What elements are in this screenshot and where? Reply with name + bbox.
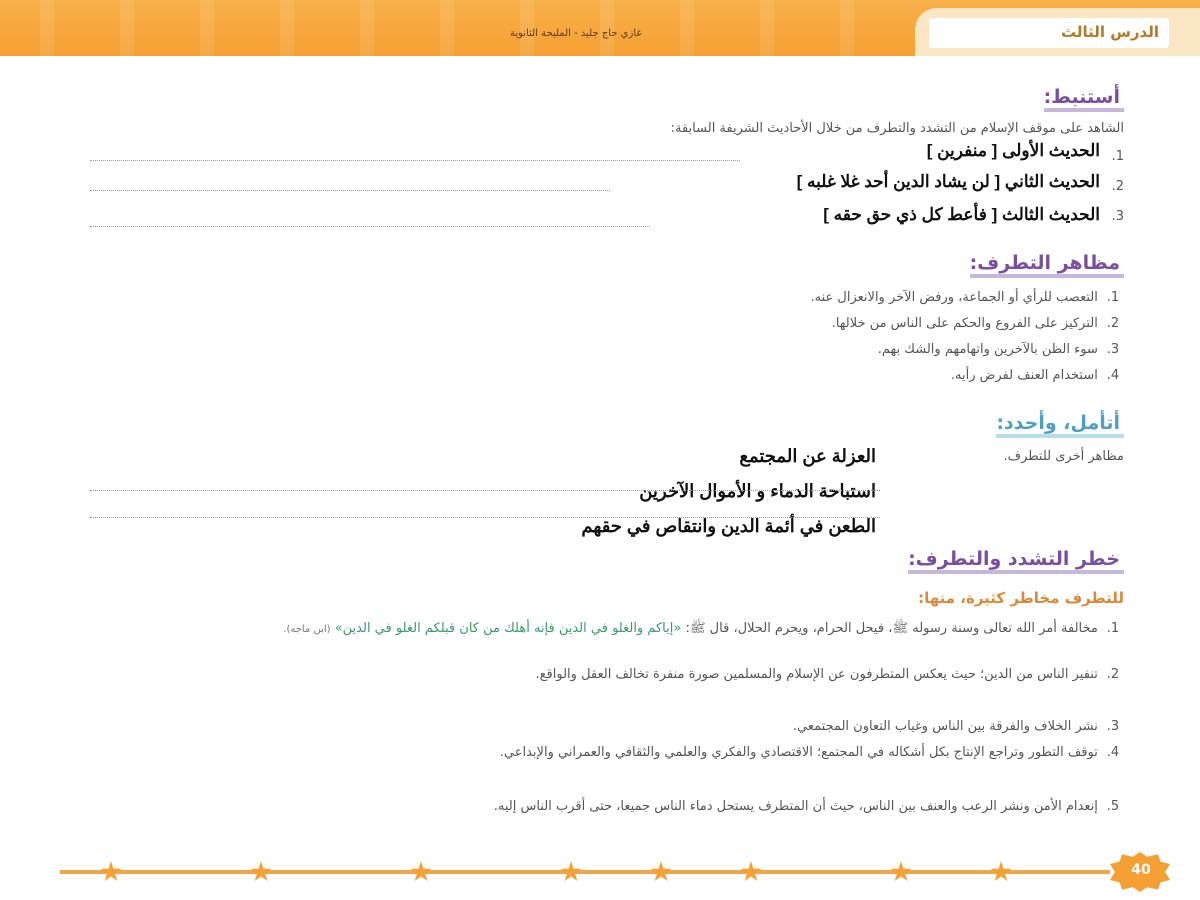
list-item: 5. إنعدام الأمن ونشر الرعب والعنف بين الناس، حيث أن المتطرف يستحل دماء الناس جميعا، حتى أقرب الناس إليه. [493, 799, 1120, 814]
reflect-answer-2: استباحة الدماء و الأموال الآخرين [639, 481, 876, 501]
reflect-answer-3: الطعن في أئمة الدين وانتقاص في حقهم [581, 516, 876, 536]
list-item: 2. تنفير الناس من الدين؛ حيث يعكس المتطرفون عن الإسلام والمسلمين صورة منفرة تخالف العقل والواقع. [535, 667, 1120, 682]
list-item: 4. استخدام العنف لفرض رأيه. [950, 368, 1120, 383]
list-item: 4. توقف التطور وتراجع الإنتاج بكل أشكاله في المجتمع؛ الاقتصادي والفكري والعلمي والثقافي والعمراني والإبداعي. [499, 745, 1120, 760]
section-title-dangers: خطر التشدد والتطرف: [908, 548, 1124, 570]
header-band [0, 0, 1200, 56]
reflect-prompt: مظاهر أخرى للتطرف. [1003, 449, 1124, 464]
book-title: غازي حاج جليد - المليحة الثانوية [510, 28, 642, 39]
dotted-line [90, 160, 740, 161]
dotted-line [90, 190, 610, 191]
deduce-instruction: الشاهد على موقف الإسلام من التشدد والتطرف من خلال الأحاديث الشريفة السابقة: [670, 121, 1124, 136]
answer-hadith-1: الحديث الأولى [ منفرين ] [926, 141, 1100, 160]
page-number: 40 [1131, 862, 1151, 878]
lesson-title: الدرس الثالث [1060, 23, 1159, 41]
reflect-answer-1: العزلة عن المجتمع [739, 446, 876, 466]
list-item: 3. نشر الخلاف والفرقة بين الناس وغياب التعاون المجتمعي. [792, 719, 1120, 734]
hadith-quote: «إياكم والغلو في الدين فإنه أهلك من كان قبلكم الغلو في الدين» [334, 621, 682, 636]
answer-hadith-3: الحديث الثالث [ فأعط كل ذي حق حقه ] [823, 205, 1100, 224]
section-title-reflect: أتأمل، وأحدد: [996, 412, 1124, 434]
section-title-manifestations: مظاهر التطرف: [970, 252, 1124, 274]
dotted-line [90, 490, 880, 491]
dotted-line [90, 226, 650, 227]
answer-number: 3. [1111, 209, 1124, 224]
list-item: 1. مخالفة أمر الله تعالى وسنة رسوله ﷺ، فيحل الحرام، ويحرم الحلال، قال ﷺ: «إياكم والغلو في الدين فإنه أهلك من كان قبلكم الغلو في الدين» (ابن ماجه). [283, 621, 1120, 636]
list-item: 1. التعصب للرأي أو الجماعة، ورفض الآخر والانعزال عنه. [810, 290, 1120, 305]
dangers-subtitle: للتطرف مخاطر كثيرة، منها: [918, 589, 1124, 607]
section-title-deduce: أستنبط: [1044, 86, 1124, 108]
answer-number: 1. [1111, 149, 1124, 164]
footer-line [60, 870, 1110, 874]
lesson-tab [915, 8, 1200, 56]
dotted-line [90, 517, 880, 518]
list-item: 2. التركيز على الفروع والحكم على الناس من خلالها. [831, 316, 1120, 331]
answer-number: 2. [1111, 179, 1124, 194]
answer-hadith-2: الحديث الثاني [ لن يشاد الدين أحد غلا غلبه ] [796, 172, 1100, 191]
list-item: 3. سوء الظن بالآخرين واتهامهم والشك بهم. [877, 342, 1120, 357]
